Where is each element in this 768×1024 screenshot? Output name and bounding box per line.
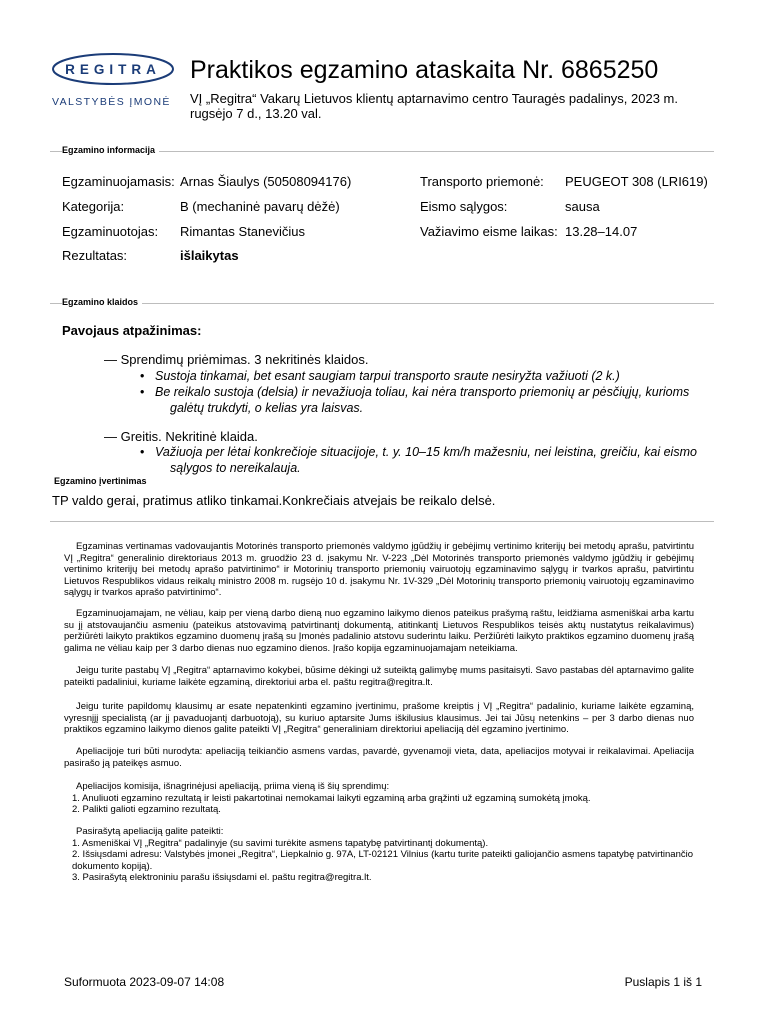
label-result: Rezultatas: [62,248,128,263]
legal-list-item: 3. Pasirašytą elektroniniu parašu išsiųsdami el. paštu regitra@regitra.lt. [72,872,372,884]
label-vehicle: Transporto priemonė: [420,174,544,189]
section-info-label: Egzamino informacija [62,145,159,155]
legal-text: Apeliacijos komisija, išnagrinėjusi apeliaciją, priima vieną iš šių sprendimų: [76,781,390,792]
legal-text: Egzaminuojamajam, ne vėliau, kaip per vieną darbo dieną nuo egzamino laikymo dienos pateikus prašymą raštu, leidžiama asmeniškai arba kartu su jį atstovaujančiu asmeniu (pateikus atstovavimą patvirtinantį dokumentą, atitinkantį Lietuvos Respublikos teisės aktų nustatytus reikalavimus) peržiūrėti laikyto praktikos egzamino duomenų įrašą su Įmonės padalinio atstovu suderintu laiku. Peržiūrėti laikyto praktikos egzamino duomenų įrašą galima ne vėliau kaip per 3 darbo dienas nuo egzamino dienos. Įrašo kopija egzaminuojamajam neteikiama. [64,608,694,654]
evaluation-text: TP valdo gerai, pratimus atliko tinkamai.Konkrečiais atvejais be reikalo delsė. [52,493,496,508]
error-item-text: Be reikalo sustoja (delsia) ir nevažiuoja toliau, kai nėra transporto priemonių ar pėsčiųjų, kurioms galėtų trukdyti, o kelias yra laisvas. [155,385,690,415]
legal-text: Apeliacijoje turi būti nurodyta: apeliaciją teikiančio asmens vardas, pavardė, gyvenamoji vieta, data, apeliacijos motyvai ir reikalavimai. Apeliacija pasirašo ją pateikęs asmuo. [64,746,694,769]
label-candidate: Egzaminuojamasis: [62,174,175,189]
bullet-icon: • [140,369,145,383]
error-item [140,384,715,416]
section-errors-label: Egzamino klaidos [62,297,142,307]
footer-generated: Suformuota 2023-09-07 14:08 [64,975,225,989]
bullet-icon: • [140,445,145,459]
page-subtitle: VĮ „Regitra“ Vakarų Lietuvos klientų aptarnavimo centro Tauragės padalinys, 2023 m. rugsėjo 7 d., 13.20 val. [190,91,679,121]
value-result: išlaikytas [180,248,239,263]
error-group-title: — Greitis. Nekritinė klaida. [104,429,258,444]
section-evaluation-header [50,476,714,488]
errors-heading: Pavojaus atpažinimas: [62,323,202,338]
legal-text: Jeigu turite papildomų klausimų ar esate nepatenkinti egzamino įvertinimu, prašome kreiptis į VĮ „Regitra“ padalinio, kuriame laikėte egzaminą, vyresnįjį specialistą (ar jį pavaduojantį darbuotoją), su kuriuo aptarsite Jums iškilusius klausimus. Jei tai Jūsų netenkins – per 3 darbo dienas nuo praktikos egzamino laikymo dienos galite pateikti VĮ „Regitra“ generaliniam direktoriui apeliaciją dėl egzamino įvertinimo. [64,701,694,736]
value-category: B (mechaninė pavarų dėžė) [180,199,340,214]
logo-tagline: VALSTYBĖS ĮMONĖ [52,96,171,108]
logo-wordmark: REGITRA [65,62,161,77]
value-vehicle: PEUGEOT 308 (LRI619) [565,174,708,189]
legal-list-item: 2. Palikti galioti egzamino rezultatą. [72,804,221,816]
label-traffic-conditions: Eismo sąlygos: [420,199,508,214]
legal-paragraph [64,746,694,769]
label-driving-time: Važiavimo eisme laikas: [420,224,558,239]
legal-paragraph [64,701,694,736]
legal-paragraph [64,541,694,599]
footer-page-number: Puslapis 1 iš 1 [624,975,702,989]
value-traffic-conditions: sausa [565,199,600,214]
legal-text: Jeigu turite pastabų VĮ „Regitra“ aptarnavimo kokybei, būsime dėkingi už suteiktą galimybę mums pasitaisyti. Savo pastabas dėl aptarnavimo galite pateikti padaliniui, kuriame laikėte egzaminą, direktoriui arba el. paštu regitra@regitra.lt. [64,665,694,688]
value-examiner: Rimantas Stanevičius [180,224,305,239]
bullet-icon: • [140,385,145,399]
legal-paragraph [64,781,694,816]
legal-divider [50,521,714,522]
section-errors-header [50,297,714,309]
page-title: Praktikos egzamino ataskaita Nr. 6865250 [190,56,659,84]
value-candidate: Arnas Šiaulys (50508094176) [180,174,352,189]
section-divider [50,303,714,304]
legal-paragraph [64,608,694,654]
value-driving-time: 13.28–14.07 [565,224,638,239]
label-category: Kategorija: [62,199,125,214]
legal-text: Pasirašytą apeliaciją galite pateikti: [76,826,224,837]
legal-text: Egzaminas vertinamas vadovaujantis Motorinės transporto priemonės valdymo įgūdžių ir gebėjimų vertinimo kriterijų bei metodų aprašu, patvirtintu VĮ „Regitra“ generalinio direktoriaus 2013 m. gruodžio 23 d. įsakymu Nr. V-223 „Dėl Motorinės transporto priemonės valdymo įgūdžių ir gebėjimų vertinimo kriterijų bei metodų aprašo patvirtinimo“ ir Motorinių transporto priemonių vairuotojų egzaminavimo sąlygų ir tvarkos aprašu, patvirtintu Lietuvos Respublikos vidaus reikalų ministro 2008 m. rugsėjo 10 d. įsakymu Nr. 1V-329 „Dėl Motorinių transporto priemonių vairuotojų egzaminavimo sąlygų ir tvarkos aprašo patvirtinimo“. [64,541,694,599]
error-item-text: Važiuoja per lėtai konkrečioje situacijoje, t. y. 10–15 km/h mažesniu, nei leistina, greičiu, kai eismo sąlygos to nereikalauja. [155,445,697,475]
legal-list-item: 2. Išsiųsdami adresu: Valstybės įmonei „Regitra“, Liepkalnio g. 97A, LT-02121 Vilnius (kartu turite pateikti galiojančio asmens tapatybę patvirtinančio dokumento kopiją). [72,849,693,872]
error-item [140,444,715,476]
error-group-title: — Sprendimų priėmimas. 3 nekritinės klaidos. [104,352,369,367]
legal-list-item: 1. Asmeniškai VĮ „Regitra“ padalinyje (su savimi turėkite asmens tapatybę patvirtinantį dokumentą). [72,837,489,849]
error-item-text: Sustoja tinkamai, bet esant saugiam tarpui transporto sraute nesiryžta važiuoti (2 k.) [155,369,620,383]
label-examiner: Egzaminuotojas: [62,224,159,239]
legal-paragraph [64,826,694,884]
section-evaluation-label: Egzamino įvertinimas [54,476,151,486]
legal-list-item: 1. Anuliuoti egzamino rezultatą ir leisti pakartotinai nemokamai laikyti egzaminą arba grąžinti už egzaminą sumokėtą įmoką. [72,792,591,804]
legal-paragraph [64,665,694,688]
error-item [140,368,715,384]
section-info-header [50,145,714,157]
